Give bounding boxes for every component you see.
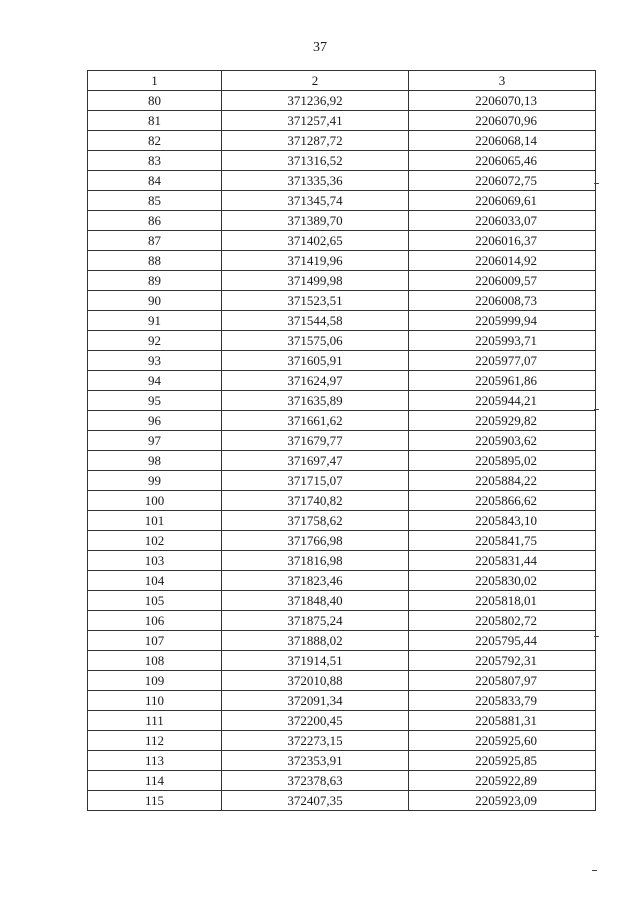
point-number-cell: 96 bbox=[88, 411, 222, 431]
y-coordinate-cell: 2205841,75 bbox=[409, 531, 596, 551]
y-coordinate-cell: 2205833,79 bbox=[409, 691, 596, 711]
point-number-cell: 87 bbox=[88, 231, 222, 251]
table-row bbox=[88, 591, 596, 611]
table-row bbox=[88, 451, 596, 471]
point-number-cell: 108 bbox=[88, 651, 222, 671]
x-coordinate-cell: 371848,40 bbox=[222, 591, 409, 611]
x-coordinate-cell: 372353,91 bbox=[222, 751, 409, 771]
y-coordinate-cell: 2206009,57 bbox=[409, 271, 596, 291]
y-coordinate-cell: 2206033,07 bbox=[409, 211, 596, 231]
y-coordinate-cell: 2206072,75 bbox=[409, 171, 596, 191]
y-coordinate-cell: 2205884,22 bbox=[409, 471, 596, 491]
x-coordinate-cell: 371766,98 bbox=[222, 531, 409, 551]
table-row bbox=[88, 191, 596, 211]
x-coordinate-cell: 372407,35 bbox=[222, 791, 409, 811]
table-row bbox=[88, 471, 596, 491]
table-row bbox=[88, 531, 596, 551]
x-coordinate-cell: 371575,06 bbox=[222, 331, 409, 351]
table-row bbox=[88, 251, 596, 271]
point-number-cell: 112 bbox=[88, 731, 222, 751]
x-coordinate-cell: 371679,77 bbox=[222, 431, 409, 451]
x-coordinate-cell: 371914,51 bbox=[222, 651, 409, 671]
scan-mark bbox=[594, 409, 599, 410]
y-coordinate-cell: 2205961,86 bbox=[409, 371, 596, 391]
table-row bbox=[88, 151, 596, 171]
x-coordinate-cell: 371287,72 bbox=[222, 131, 409, 151]
table-row bbox=[88, 111, 596, 131]
table-row bbox=[88, 631, 596, 651]
table-row bbox=[88, 771, 596, 791]
table-row bbox=[88, 291, 596, 311]
table-row bbox=[88, 411, 596, 431]
table-row bbox=[88, 651, 596, 671]
y-coordinate-cell: 2205881,31 bbox=[409, 711, 596, 731]
x-coordinate-cell: 371345,74 bbox=[222, 191, 409, 211]
table-row bbox=[88, 731, 596, 751]
y-coordinate-cell: 2205923,09 bbox=[409, 791, 596, 811]
y-coordinate-cell: 2206065,46 bbox=[409, 151, 596, 171]
point-number-cell: 97 bbox=[88, 431, 222, 451]
column-header-2: 2 bbox=[222, 71, 409, 91]
y-coordinate-cell: 2205903,62 bbox=[409, 431, 596, 451]
y-coordinate-cell: 2205944,21 bbox=[409, 391, 596, 411]
x-coordinate-cell: 371236,92 bbox=[222, 91, 409, 111]
table-row bbox=[88, 331, 596, 351]
point-number-cell: 106 bbox=[88, 611, 222, 631]
y-coordinate-cell: 2206069,61 bbox=[409, 191, 596, 211]
column-header-3: 3 bbox=[409, 71, 596, 91]
point-number-cell: 110 bbox=[88, 691, 222, 711]
point-number-cell: 107 bbox=[88, 631, 222, 651]
table-row bbox=[88, 351, 596, 371]
x-coordinate-cell: 371875,24 bbox=[222, 611, 409, 631]
x-coordinate-cell: 372091,34 bbox=[222, 691, 409, 711]
x-coordinate-cell: 371605,91 bbox=[222, 351, 409, 371]
point-number-cell: 114 bbox=[88, 771, 222, 791]
y-coordinate-cell: 2205925,60 bbox=[409, 731, 596, 751]
x-coordinate-cell: 371402,65 bbox=[222, 231, 409, 251]
point-number-cell: 92 bbox=[88, 331, 222, 351]
point-number-cell: 91 bbox=[88, 311, 222, 331]
table-body bbox=[88, 91, 596, 811]
x-coordinate-cell: 371419,96 bbox=[222, 251, 409, 271]
point-number-cell: 104 bbox=[88, 571, 222, 591]
x-coordinate-cell: 371661,62 bbox=[222, 411, 409, 431]
table-row bbox=[88, 791, 596, 811]
y-coordinate-cell: 2206070,96 bbox=[409, 111, 596, 131]
y-coordinate-cell: 2205925,85 bbox=[409, 751, 596, 771]
x-coordinate-cell: 372378,63 bbox=[222, 771, 409, 791]
page-number: 37 bbox=[313, 40, 327, 55]
scan-mark bbox=[594, 636, 599, 637]
scan-mark bbox=[592, 870, 597, 871]
y-coordinate-cell: 2205802,72 bbox=[409, 611, 596, 631]
table-row bbox=[88, 751, 596, 771]
table-row bbox=[88, 571, 596, 591]
x-coordinate-cell: 371499,98 bbox=[222, 271, 409, 291]
x-coordinate-cell: 371823,46 bbox=[222, 571, 409, 591]
x-coordinate-cell: 371697,47 bbox=[222, 451, 409, 471]
y-coordinate-cell: 2205818,01 bbox=[409, 591, 596, 611]
table-row bbox=[88, 691, 596, 711]
point-number-cell: 82 bbox=[88, 131, 222, 151]
point-number-cell: 101 bbox=[88, 511, 222, 531]
y-coordinate-cell: 2206068,14 bbox=[409, 131, 596, 151]
table-row bbox=[88, 491, 596, 511]
point-number-cell: 115 bbox=[88, 791, 222, 811]
y-coordinate-cell: 2205977,07 bbox=[409, 351, 596, 371]
y-coordinate-cell: 2206008,73 bbox=[409, 291, 596, 311]
point-number-cell: 89 bbox=[88, 271, 222, 291]
table-row bbox=[88, 431, 596, 451]
x-coordinate-cell: 371523,51 bbox=[222, 291, 409, 311]
point-number-cell: 100 bbox=[88, 491, 222, 511]
table-row bbox=[88, 551, 596, 571]
point-number-cell: 83 bbox=[88, 151, 222, 171]
point-number-cell: 94 bbox=[88, 371, 222, 391]
point-number-cell: 90 bbox=[88, 291, 222, 311]
y-coordinate-cell: 2205792,31 bbox=[409, 651, 596, 671]
y-coordinate-cell: 2205830,02 bbox=[409, 571, 596, 591]
x-coordinate-cell: 372010,88 bbox=[222, 671, 409, 691]
table-row bbox=[88, 371, 596, 391]
point-number-cell: 109 bbox=[88, 671, 222, 691]
point-number-cell: 88 bbox=[88, 251, 222, 271]
y-coordinate-cell: 2206014,92 bbox=[409, 251, 596, 271]
x-coordinate-cell: 371316,52 bbox=[222, 151, 409, 171]
point-number-cell: 86 bbox=[88, 211, 222, 231]
table-row bbox=[88, 91, 596, 111]
y-coordinate-cell: 2205866,62 bbox=[409, 491, 596, 511]
table-row bbox=[88, 211, 596, 231]
x-coordinate-cell: 371389,70 bbox=[222, 211, 409, 231]
table-row bbox=[88, 231, 596, 251]
point-number-cell: 99 bbox=[88, 471, 222, 491]
point-number-cell: 81 bbox=[88, 111, 222, 131]
y-coordinate-cell: 2205999,94 bbox=[409, 311, 596, 331]
table-row bbox=[88, 611, 596, 631]
x-coordinate-cell: 371888,02 bbox=[222, 631, 409, 651]
point-number-cell: 102 bbox=[88, 531, 222, 551]
coordinates-table bbox=[87, 70, 596, 811]
point-number-cell: 84 bbox=[88, 171, 222, 191]
table-row bbox=[88, 391, 596, 411]
x-coordinate-cell: 371335,36 bbox=[222, 171, 409, 191]
y-coordinate-cell: 2205795,44 bbox=[409, 631, 596, 651]
y-coordinate-cell: 2205831,44 bbox=[409, 551, 596, 571]
y-coordinate-cell: 2205895,02 bbox=[409, 451, 596, 471]
x-coordinate-cell: 371715,07 bbox=[222, 471, 409, 491]
table-row bbox=[88, 271, 596, 291]
x-coordinate-cell: 371624,97 bbox=[222, 371, 409, 391]
point-number-cell: 105 bbox=[88, 591, 222, 611]
point-number-cell: 111 bbox=[88, 711, 222, 731]
table-row bbox=[88, 131, 596, 151]
y-coordinate-cell: 2205807,97 bbox=[409, 671, 596, 691]
point-number-cell: 95 bbox=[88, 391, 222, 411]
table-row bbox=[88, 171, 596, 191]
point-number-cell: 85 bbox=[88, 191, 222, 211]
x-coordinate-cell: 372200,45 bbox=[222, 711, 409, 731]
x-coordinate-cell: 371740,82 bbox=[222, 491, 409, 511]
x-coordinate-cell: 371257,41 bbox=[222, 111, 409, 131]
x-coordinate-cell: 371544,58 bbox=[222, 311, 409, 331]
y-coordinate-cell: 2206070,13 bbox=[409, 91, 596, 111]
y-coordinate-cell: 2206016,37 bbox=[409, 231, 596, 251]
table-row bbox=[88, 671, 596, 691]
point-number-cell: 98 bbox=[88, 451, 222, 471]
x-coordinate-cell: 371758,62 bbox=[222, 511, 409, 531]
table-row bbox=[88, 311, 596, 331]
x-coordinate-cell: 372273,15 bbox=[222, 731, 409, 751]
table-header-row bbox=[88, 71, 596, 91]
y-coordinate-cell: 2205929,82 bbox=[409, 411, 596, 431]
y-coordinate-cell: 2205843,10 bbox=[409, 511, 596, 531]
y-coordinate-cell: 2205922,89 bbox=[409, 771, 596, 791]
point-number-cell: 103 bbox=[88, 551, 222, 571]
y-coordinate-cell: 2205993,71 bbox=[409, 331, 596, 351]
point-number-cell: 93 bbox=[88, 351, 222, 371]
point-number-cell: 113 bbox=[88, 751, 222, 771]
x-coordinate-cell: 371816,98 bbox=[222, 551, 409, 571]
scan-mark bbox=[594, 183, 599, 184]
point-number-cell: 80 bbox=[88, 91, 222, 111]
column-header-1: 1 bbox=[88, 71, 222, 91]
table-row bbox=[88, 511, 596, 531]
table-row bbox=[88, 711, 596, 731]
x-coordinate-cell: 371635,89 bbox=[222, 391, 409, 411]
